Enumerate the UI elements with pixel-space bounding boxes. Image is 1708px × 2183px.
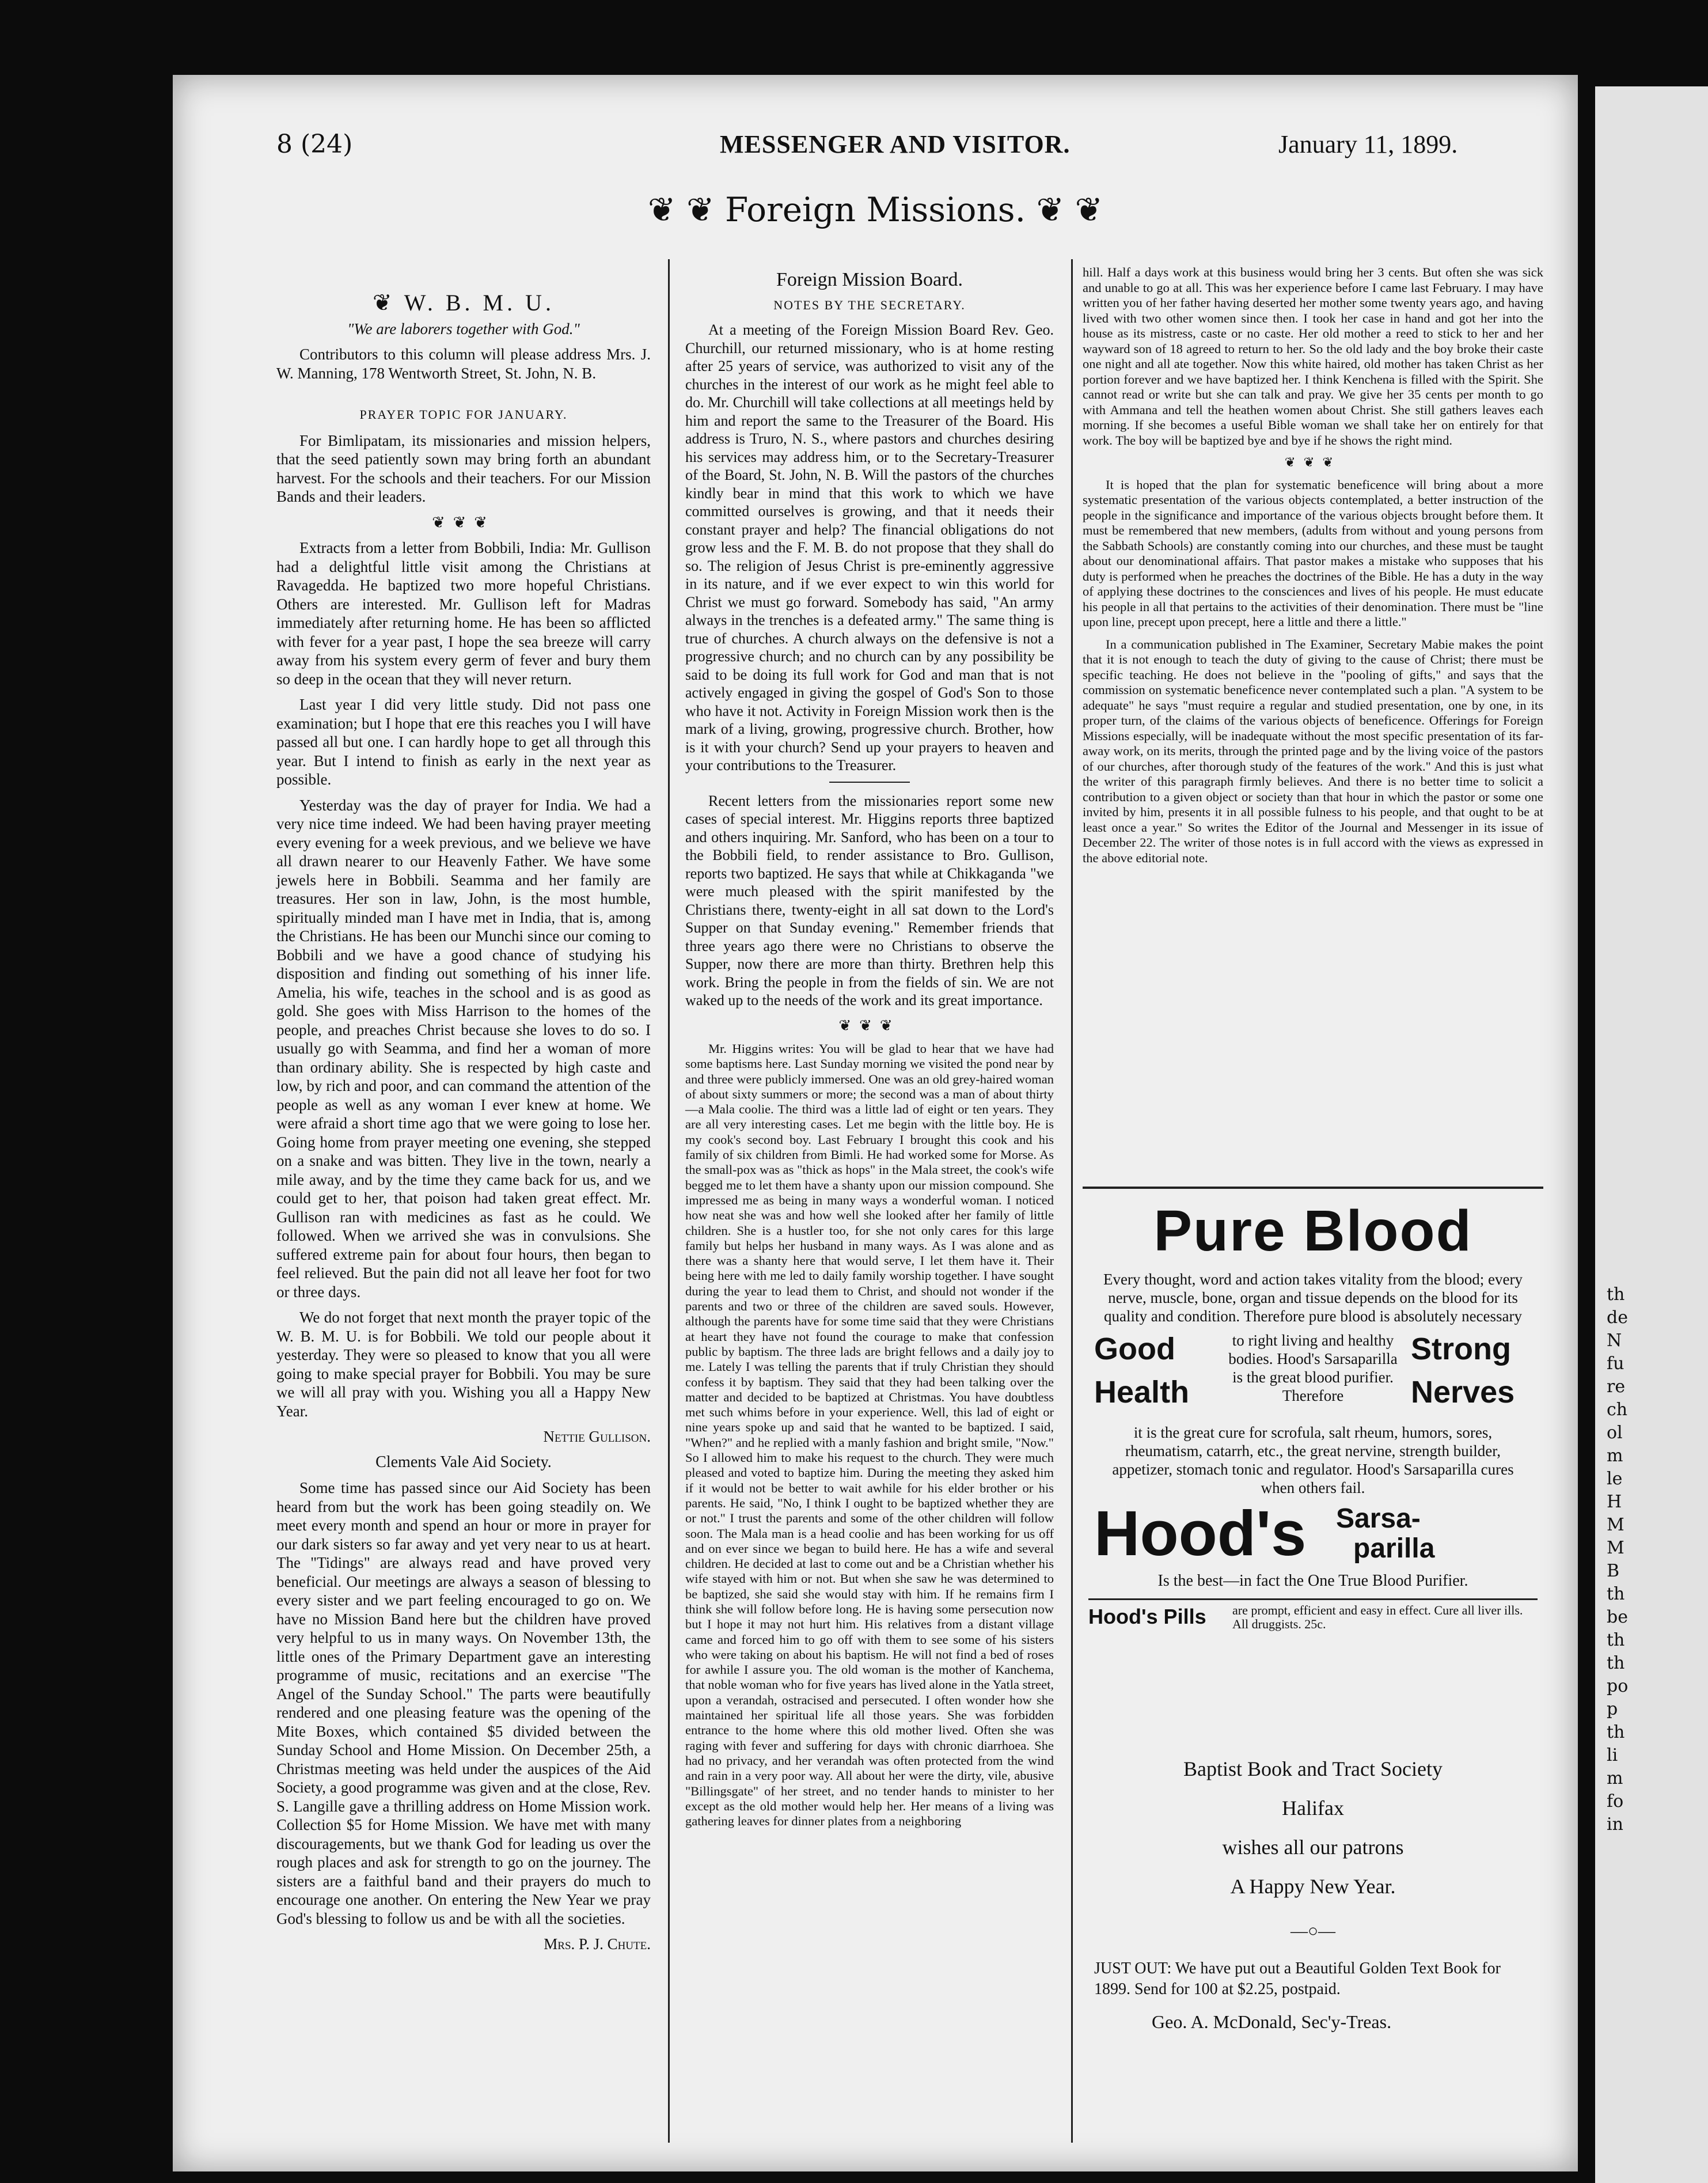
ad-pills: Hood's Pills <box>1088 1605 1206 1628</box>
higgins-continuation: hill. Half a days work at this business would bring her 3 cents. But often she was sick and unable to go at all. This was her experience before I came last February. I may have written you of her father having deserted her mother some twenty years ago, and having lived with two other women since then. I took her case in hand and got her into the house as its mistress, caste or no caste. Her old mother a reed to stick to her and her wayward son of 18 agreed to return to her. So the old lady and the boy broke their caste one night and all ate together. Now this white haired, old mother has taken Christ as her portion forever and we have baptized her. I think Kenchena is filled with the Spirit. She cannot read or write but she can talk and pray. We give her 35 cents per month to go with Ammana and tell the heathen women about Christ. She still gathers leaves each morning. If she becomes a useful Bible woman we shall take her on entirely for that work. The boy will be baptized bye and bye if he shows the right mind. <box>1083 265 1543 448</box>
fleuron-icon: ❦ <box>372 290 404 316</box>
clements-text: Some time has passed since our Aid Society has been heard from but the work has been going steadily on. We meet every month and spend an hour or more in prayer for our dark sisters so far away and yet very near to us at heart. The "Tidings" are always read and have proved very beneficial. Our meetings are always a season of blessing to every sister and we part feeling encouraged to go on. We have no Mission Band here but the children have proved very helpful to us in many ways. On November 13th, the little ones of the Primary Department gave an interesting programme of music, recitations and an exercise "The Angel of the Sunday School." The parts were beautifully rendered and one pleasing feature was the opening of the Mite Boxes, which contained $5 divided between the Sunday School and Home Mission. On December 25th, a Christmas meeting was held under the auspices of the Aid Society, a good programme was given and at the close, Rev. S. Langille gave a thrilling address on Home Mission work. Collection $5 for Home Mission. We have met with many discouragements, but we thank God for leading us over the rough places and ask for strength to go on the journey. The sisters are a faithful band and their prayers do much to encourage one another. On entering the New Year we pray God's blessing to follow us and be with all the societies. <box>276 1479 651 1927</box>
newspaper-page <box>173 75 1578 2171</box>
section-title-text: Foreign Missions. <box>725 190 1026 229</box>
letter-paragraph: Last year I did very little study. Did not pass one examination; but I hope that ere this reaches you I will have passed all but one. I can hardly hope to get all through this year. But I intend to finish as early in the next year as possible. <box>276 696 651 788</box>
ad-nerves: Nerves <box>1411 1375 1515 1409</box>
next-page-fragment: be <box>1607 1607 1628 1627</box>
wbmu-contributors: Contributors to this column will please address Mrs. J. W. Manning, 178 Wentworth Street, St. John, N. B. <box>276 346 651 382</box>
next-page-fragment: le <box>1607 1469 1623 1489</box>
next-page-fragment: M <box>1607 1515 1625 1535</box>
ad-brand-side: Sarsa- <box>1336 1503 1421 1534</box>
next-page-fragment: li <box>1607 1745 1618 1765</box>
wbmu-motto: "We are laborers together with God." <box>347 320 580 338</box>
next-page-fragment: H <box>1607 1492 1622 1512</box>
wbmu-title: ❦ W. B. M. U. <box>372 290 555 316</box>
next-page-fragment: ch <box>1607 1400 1628 1420</box>
examiner-paragraph: In a communication published in The Examiner, Secretary Mabie makes the point that it is not enough to teach the duty of giving to the cause of Christ; there must be specific teaching. He does not believe in the "pooling of gifts," and says that the commission on systematic beneficence never contemplated such a plan. "A system to be adequate" he says "must require a regular and studied presentation, one by one, in its proper turn, of the claims of the various objects of beneficence. Offerings for Foreign Missions especially, will be inadequate without the most specific presentation of its far-away work, on its merits, through the printed page and by the living voice of the pastors of our churches, after thorough study of the features of the work." And this is just what the writer of this paragraph firmly believes. And there is no better time to solicit a contribution to a given object or society than that hour in which the pastor or some one invited by him, presents it in all possible fulness to his people, and that ought to be at least once a year." So writes the Editor of the Journal and Messenger in its issue of December 22. The writer of those notes is in full accord with the views as expressed in the above editorial note. <box>1083 636 1543 865</box>
next-page-fragment: fu <box>1607 1354 1625 1374</box>
ad-pills-text: are prompt, efficient and easy in effect. Cure all liver ills. All druggists. 25c. <box>1232 1603 1523 1631</box>
next-page-fragment: th <box>1607 1284 1625 1305</box>
ad-good: Good <box>1094 1332 1175 1366</box>
ad-line: A Happy New Year. <box>1230 1875 1396 1898</box>
ad-notice: JUST OUT: We have put out a Beautiful Golden Text Book for 1899. Send for 100 at $2.25, postpaid. <box>1094 1960 1501 1998</box>
next-page-fragment: M <box>1607 1538 1625 1558</box>
next-page-fragment: ol <box>1607 1423 1623 1443</box>
hoods-ad <box>1083 1198 1543 1763</box>
ad-line: wishes all our patrons <box>1222 1836 1404 1859</box>
ad-line: Baptist Book and Tract Society <box>1183 1757 1443 1780</box>
fmb-paragraph: Recent letters from the missionaries report some new cases of special interest. Mr. Higgins reports three baptized and others inquiring. Mr. Sanford, who has been on a tour to the Bobbili field, to render assistance to Bro. Gullison, reports two baptized. He says that while at Chikkaganda "we were much pleased with the spirit manifested by the Christians there, twenty-eight in all sat down to the Lord's Supper on that Sunday evening." Remember friends that three years ago there were no Christians to observe the Supper, now there are more than thirty. Brethren help this work. Bring the people in from the fields of sin. We are not waked up to the needs of the work and its great importance. <box>685 792 1054 1009</box>
column-wbmu <box>276 290 651 1961</box>
next-page-fragment: th <box>1607 1722 1625 1742</box>
higgins-letter: Mr. Higgins writes: You will be glad to hear that we have had some baptisms here. Last Sunday morning we visited the pond near by and three were publicly immersed. One was an old grey-haired woman of about sixty summers or more; the second was a man of about thirty—a Mala coolie. The third was a little lad of eight or ten years. They are all very interesting cases. Let me begin with the little boy. He is my cook's second boy. Last February I brought this cook and his family of six children from Bimli. He had worked some for Morse. As the small-pox was as "thick as hops" in the Mala street, the cook's wife begged me to let them have a shanty upon our mission compound. She impressed me as being in many ways a wonderful woman. I noticed how neat she was and how well she looked after her family of little children. She is a hustler too, for she not only cares for this large family but helps her husband in many ways. As I was alone and as there was a shanty here that would serve, I let them have it. Their being here with me led to daily family worship together. I have sought during the year to lead them to Christ, and should not wonder if the parents and two or three of the children are saved souls. However, although the parents have for some time said that they were Christians at heart they have not found the courage to make that confession public by baptism. The three lads are bright fellows and a daily joy to me. Lately I was telling the parents that if truly Christian they should confess it by baptism. They said that they had been talking over the matter and decided to be baptized at Christmas. You have doubtless met such whims before in your experience. Well, this lad of eight or nine years spoke up and said that he wanted to be baptized. I said, "When?" and he replied with a manly fashion and bright smile, "Now." So I allowed him to make his request to the church. They were much pleased and voted to baptize him. During the meeting they asked him if it would not be better to wait awhile for his elder brother or his parents. He said, "No, I think I ought to be baptized whether they are or not." I trust the parents and some of the other children will follow soon. The Mala man is a head coolie and has been working for us off and on ever since we began to build here. He has a wife and several children. He decided at last to come out and be a Christian whether his wife stayed with him or not. But when she saw he was determined to be baptized, she said she would stay with him. If he remains firm I think she will follow before long. He is having some persecution now but I hope it may not hurt him. His relatives from a distant village came and forced him to go off with them to see some of his sisters who were taking on about his baptism. He will not find a bed of roses for awhile I assure you. The old woman is the mother of Kanchema, that noble woman who for five years has lived alone in the Yatla street, upon a verandah, ostracised and persecuted. I often wonder how she maintained her spiritual life all those years. She was forbidden entrance to the home where this old mother lived. Often she was raging with fever and suffering for days with chronic diarrhoea. She had no privacy, and her verandah was often protected from the wind and rain in a very poor way. All about her were the dirty, vile, abusive "Billingsgate" of her street, and no tender hands to minister to her except as the old mother would help her. Her means of a living was gathering leaves for dinner plates from a neighboring <box>685 1041 1054 1829</box>
ad-line: Halifax <box>1282 1797 1344 1820</box>
column-rule <box>668 259 670 2143</box>
next-page-fragment: N <box>1607 1331 1622 1351</box>
next-page-fragment: B <box>1607 1561 1620 1581</box>
fmb-title: Foreign Mission Board. <box>776 269 963 290</box>
next-page-fragment: fo <box>1607 1791 1624 1811</box>
letter-paragraph: Yesterday was the day of prayer for India. We had a very nice time indeed. We had been having prayer meeting every evening for a week previous, and we believe we have all drawn nearer to our Heavenly Father. We have some jewels here in Bobbili. Seamma and her family are treasures. Her son in law, John, is the most humble, spiritually minded man I have met in India, that is, among the Christians. He has been our Munchi since our coming to Bobbili and we have a good chance of studying his disposition and finding out something of his inner life. Amelia, his wife, teaches in the school and is as good as gold. She goes with Miss Harrison to the homes of the people, and preaches Christ because she loves to do so. I usually go with Seamma, and find her a woman of more than ordinary ability. She is respected by high caste and low, by rich and poor, and can command the attention of the people as well as any woman I ever knew at home. We were afraid a short time ago that we were going to lose her. Going home from prayer meeting one evening, she stepped on a snake and was bitten. They live in the town, nearly a mile away, and by the time they came back for us, and we could get to her, that poison had taken great effect. Mr. Gullison ran with medicines as fast as he could. We followed. When we arrived she was in convulsions. She suffered extreme pain for about four hours, then began to feel relieved. But the pain did not all leave her foot for two or three days. <box>276 796 651 1301</box>
column-rule <box>1071 259 1073 2143</box>
ad-body2: it is the great cure for scrofula, salt rheum, humors, sores, rheumatism, catarrh, etc., the great nervine, strength builder, appetizer, stomach tonic and regulator. Hood's Sarsaparilla cures when others fail. <box>1112 1424 1514 1496</box>
fleuron-icon: ❦ ❦ <box>647 190 715 229</box>
clements-signature: Mrs. P. J. Chute. <box>544 1935 651 1953</box>
prayer-text: For Bimlipatam, its missionaries and mission helpers, that the seed patiently sown may bring forth an abundant harvest. For the schools and their teachers. For our Mission Bands and their leaders. <box>276 431 651 505</box>
issue-date: January 11, 1899. <box>1278 130 1458 158</box>
masthead: MESSENGER AND VISITOR. <box>720 130 1071 158</box>
letter-paragraph: We do not forget that next month the prayer topic of the W. B. M. U. is for Bobbili. We told our people about it yesterday. They were so pleased to know that you all were going to make special prayer for Bobbili. You may be sure we will all pray with you. Wishing you all a Happy New Year. <box>276 1309 651 1420</box>
column-fmb <box>685 271 1054 1836</box>
next-page-fragment: p <box>1607 1699 1618 1719</box>
next-page-fragment: de <box>1607 1307 1628 1328</box>
next-page-fragment: m <box>1607 1768 1623 1788</box>
ad-brand: Hood's <box>1094 1498 1307 1569</box>
letter-signature: Nettie Gullison. <box>543 1428 651 1445</box>
ad-health: Health <box>1094 1375 1190 1409</box>
next-page-fragment: in <box>1607 1814 1623 1835</box>
page-number: 8 (24) <box>276 130 353 159</box>
fmb-paragraph: At a meeting of the Foreign Mission Board Rev. Geo. Churchill, our returned missionary, who is at home resting after 25 years of service, was authorized to visit any of the churches in the interest of our work as he might feel able to do. Mr. Churchill will take collections at all meetings held by him and report the same to the Treasurer of the Board. His address is Truro, N. S., where pastors and churches desiring his services may address him, or to the Secretary-Treasurer of the Board, St. John, N. B. Will the pastors of the churches kindly bear in mind that this work to which we have committed ourselves is growing, and that it needs their constant prayer and help? The financial obligations do not grow less and the F. M. B. do not propose that they shall do so. The religion of Jesus Christ is pre-eminently aggressive in its nature, and if we ever expect to win this world for Christ we must go forward. Somebody has said, "An army always in the trenches is a defeated army." The same thing is true of churches. A church always on the defensive is not a progressive church; and no church can by any possibility be said to be doing its full work for God and man that is not actively engaged in giving the gospel of God's Son to those who have it not. Activity in Foreign Mission work then is the mark of a living, growing, progressive church. Brother, how is it with your church? Send up your prayers to heaven and your contributions to the Treasurer. <box>685 321 1054 774</box>
clements-title: Clements Vale Aid Society. <box>375 1453 552 1471</box>
fmb-subtitle: NOTES BY THE SECRETARY. <box>773 297 966 312</box>
ad-signature: Geo. A. McDonald, Sec'y-Treas. <box>1152 2011 1392 2032</box>
column-three <box>1083 265 1543 873</box>
divider <box>829 782 910 783</box>
next-page-fragment: th <box>1607 1630 1625 1650</box>
baptist-ad <box>1083 1757 1543 2137</box>
ornament-icon: ❦❦❦ <box>1284 455 1342 469</box>
next-page-edge <box>1595 86 1708 2183</box>
ornament-icon: ❦❦❦ <box>432 513 495 531</box>
next-page-fragment: po <box>1607 1676 1629 1696</box>
next-page-fragment: re <box>1607 1377 1626 1397</box>
next-page-fragment: m <box>1607 1446 1623 1466</box>
section-title <box>173 190 1578 229</box>
ornament-icon: ❦❦❦ <box>838 1017 901 1034</box>
bobbili-letter <box>276 539 651 1420</box>
next-page-fragment: th <box>1607 1653 1625 1673</box>
ad-strong: Strong <box>1411 1332 1511 1366</box>
ad-border <box>1083 1187 1543 1189</box>
ad-headline: Pure Blood <box>1153 1199 1472 1263</box>
ornament-icon: —○— <box>1290 1922 1336 1941</box>
prayer-heading: PRAYER TOPIC FOR JANUARY. <box>359 407 568 422</box>
ad-tagline: Is the best—in fact the One True Blood Purifier. <box>1157 1572 1468 1590</box>
ad-body: Every thought, word and action takes vitality from the blood; every nerve, muscle, bone, organ and tissue depends on the blood for its quality and condition. Therefore pure blood is absolutely necessary <box>1103 1271 1523 1325</box>
next-page-fragment: th <box>1607 1584 1625 1604</box>
ad-brand-side: parilla <box>1353 1533 1435 1564</box>
fleuron-icon: ❦ ❦ <box>1036 190 1103 229</box>
ad-middle: to right living and healthy bodies. Hood's Sarsaparilla is the great blood purifier. Therefore <box>1228 1332 1398 1404</box>
beneficence-paragraph: It is hoped that the plan for systematic beneficence will bring about a more systematic presentation of the various objects contemplated, a better instruction of the people in the significance and importance of the various objects brought before them. It must be remembered that new members, (adults from without and young persons from the Sabbath Schools) are constantly coming into our churches, and these must be taught about our denominational affairs. That pastor makes a mistake who supposes that his duty is performed when he preaches the doctrines of the Bible. He has a duty in the way of applying these doctrines to the consciences and lives of his people. He must educate his people in all that pertains to the activities of their denomination. There must be "line upon line, precept upon precept, here a little and there a little." <box>1083 477 1543 629</box>
letter-paragraph: Extracts from a letter from Bobbili, India: Mr. Gullison had a delightful little visit among the Christians at Ravagedda. He baptized two more hopeful Christians. Others are interested. Mr. Gullison left for Madras immediately after returning home. He has been so afflicted with fever for a year past, I hope the sea breeze will carry away from his system every germ of fever and bury them so deep in the ocean that they will never return. <box>276 539 651 688</box>
